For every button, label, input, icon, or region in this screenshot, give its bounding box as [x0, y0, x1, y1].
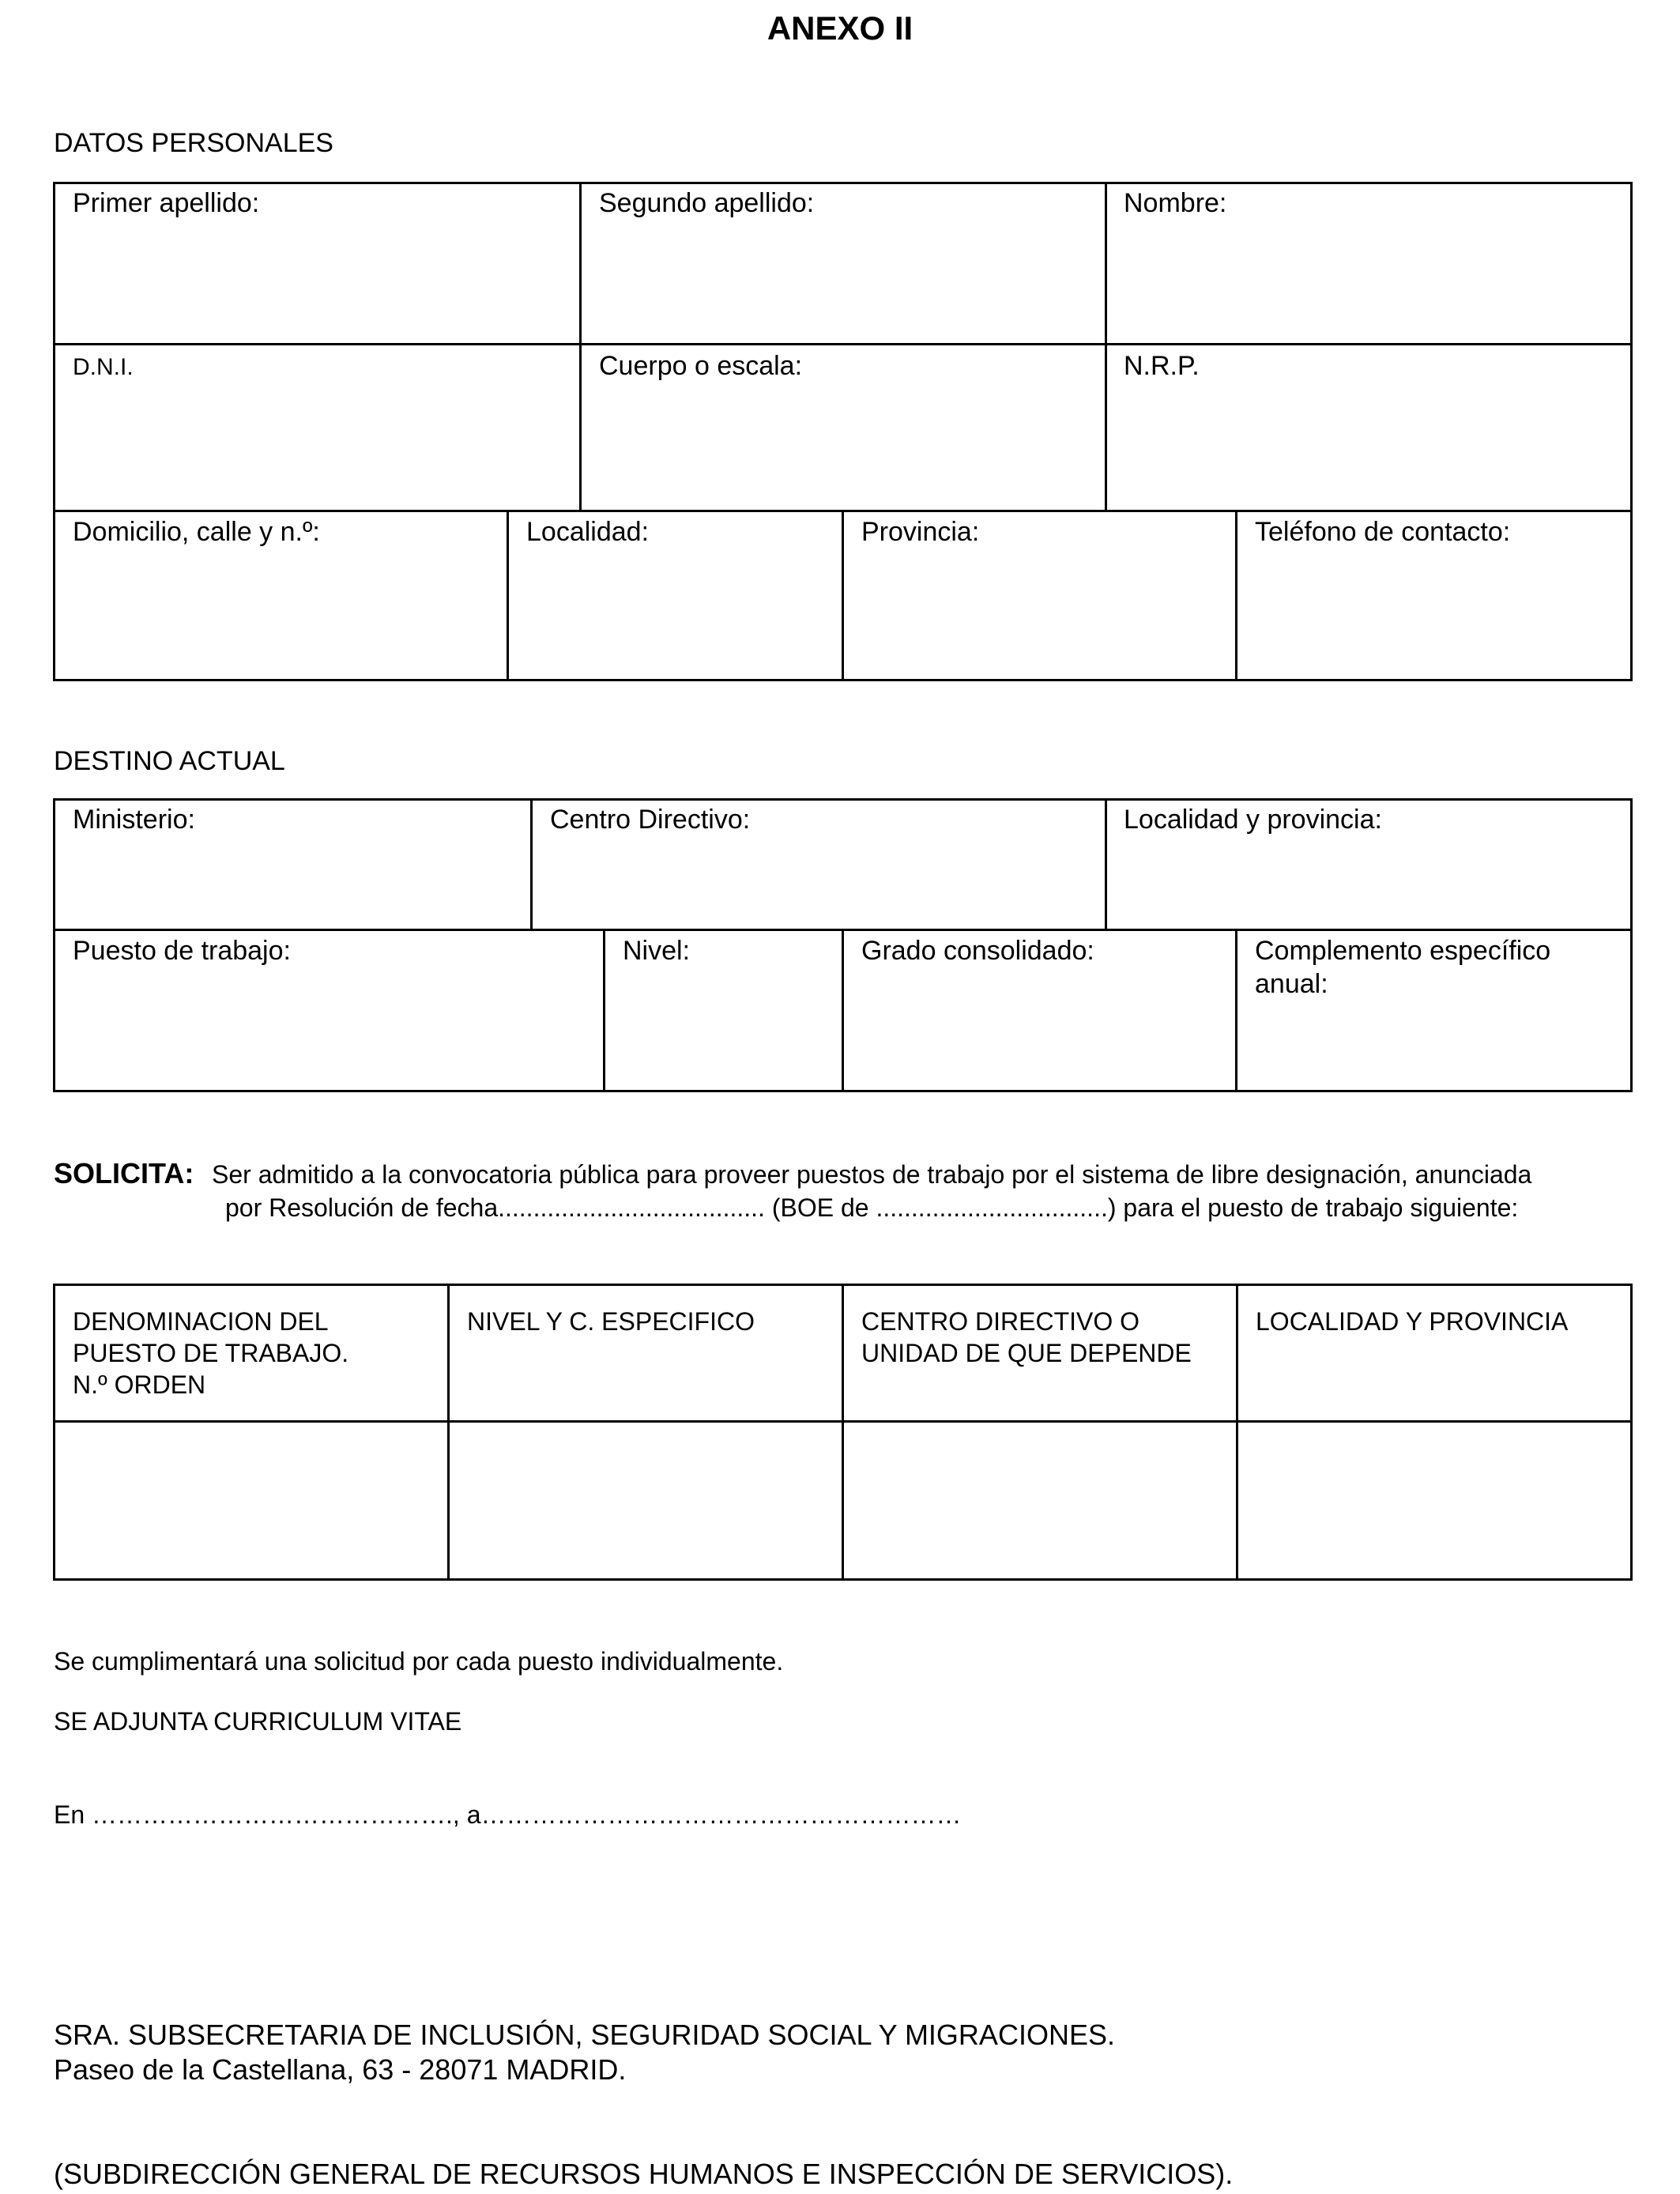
header-line: UNIDAD DE QUE DEPENDE	[861, 1339, 1192, 1367]
domicilio-field[interactable]: Domicilio, calle y n.º:	[73, 517, 320, 547]
nrp-field[interactable]: N.R.P.	[1124, 351, 1200, 381]
divider	[579, 182, 582, 511]
header-line: NIVEL Y C. ESPECIFICO	[467, 1307, 755, 1336]
recipient-address: Paseo de la Castellana, 63 - 28071 MADRID.	[54, 2053, 627, 2086]
divider	[530, 798, 533, 930]
localidad-provincia-field[interactable]: Localidad y provincia:	[1124, 805, 1382, 835]
header-line: N.º ORDEN	[73, 1370, 206, 1399]
puesto-centro-input-cell[interactable]	[844, 1423, 1236, 1579]
divider	[1235, 929, 1237, 1092]
segundo-apellido-field[interactable]: Segundo apellido:	[599, 188, 815, 218]
divider	[1235, 510, 1237, 681]
page-title: ANEXO II	[767, 9, 913, 47]
localidad-field[interactable]: Localidad:	[526, 517, 650, 547]
complemento-especifico-field[interactable]	[1255, 934, 1550, 1001]
centro-directivo-field[interactable]: Centro Directivo:	[550, 805, 751, 835]
puesto-nivel-input-cell[interactable]	[450, 1423, 842, 1579]
primer-apellido-field[interactable]: Primer apellido:	[73, 188, 260, 218]
section-heading-destino-actual: DESTINO ACTUAL	[54, 746, 285, 776]
dni-field[interactable]: D.N.I.	[73, 354, 134, 380]
puesto-localidad-input-cell[interactable]	[1238, 1423, 1630, 1579]
subdireccion-line: (SUBDIRECCIÓN GENERAL DE RECURSOS HUMANOS E INSPECCIÓN DE SERVICIOS).	[54, 2158, 1234, 2190]
nivel-field[interactable]: Nivel:	[623, 936, 691, 966]
divider	[603, 929, 605, 1092]
solicita-label: SOLICITA:	[54, 1157, 194, 1189]
divider	[507, 510, 509, 681]
divider	[1105, 182, 1107, 511]
puesto-denominacion-input-cell[interactable]	[55, 1423, 447, 1579]
ministerio-field[interactable]: Ministerio:	[73, 805, 195, 835]
header-line: CENTRO DIRECTIVO O	[861, 1307, 1140, 1336]
solicita-text-line1: Ser admitido a la convocatoria pública para proveer puestos de trabajo por el sistema de libre designación, anunciada	[212, 1160, 1532, 1189]
header-localidad-provincia	[1256, 1306, 1568, 1337]
header-line: DENOMINACION DEL	[73, 1307, 329, 1336]
divider	[1105, 798, 1107, 930]
header-centro-directivo	[861, 1306, 1192, 1369]
complemento-label-line1: Complemento específico	[1255, 936, 1551, 966]
instruction-note: Se cumplimentará una solicitud por cada puesto individualmente.	[54, 1647, 784, 1676]
solicita-text-line2: por Resolución de fecha...................................... (BOE de .................................) para el puesto de trabajo siguiente:	[225, 1193, 1519, 1222]
recipient-name: SRA. SUBSECRETARIA DE INCLUSIÓN, SEGURIDAD SOCIAL Y MIGRACIONES.	[54, 2019, 1115, 2051]
header-nivel-especifico	[467, 1306, 755, 1337]
nombre-field[interactable]: Nombre:	[1124, 188, 1227, 218]
section-heading-datos-personales: DATOS PERSONALES	[54, 128, 333, 158]
telefono-field[interactable]: Teléfono de contacto:	[1255, 517, 1511, 547]
header-line: PUESTO DE TRABAJO.	[73, 1339, 349, 1367]
complemento-label-line2: anual:	[1255, 969, 1328, 999]
place-date-line[interactable]: En ……………………………………., a…………………………………………………	[54, 1800, 962, 1829]
attachment-note: SE ADJUNTA CURRICULUM VITAE	[54, 1707, 462, 1736]
divider	[842, 929, 844, 1092]
provincia-field[interactable]: Provincia:	[861, 517, 980, 547]
cuerpo-escala-field[interactable]: Cuerpo o escala:	[599, 351, 803, 381]
header-line: LOCALIDAD Y PROVINCIA	[1256, 1307, 1569, 1336]
divider	[53, 343, 1633, 345]
grado-consolidado-field[interactable]: Grado consolidado:	[861, 936, 1094, 966]
header-denominacion	[73, 1306, 348, 1400]
divider	[842, 510, 844, 681]
puesto-trabajo-field[interactable]: Puesto de trabajo:	[73, 936, 291, 966]
